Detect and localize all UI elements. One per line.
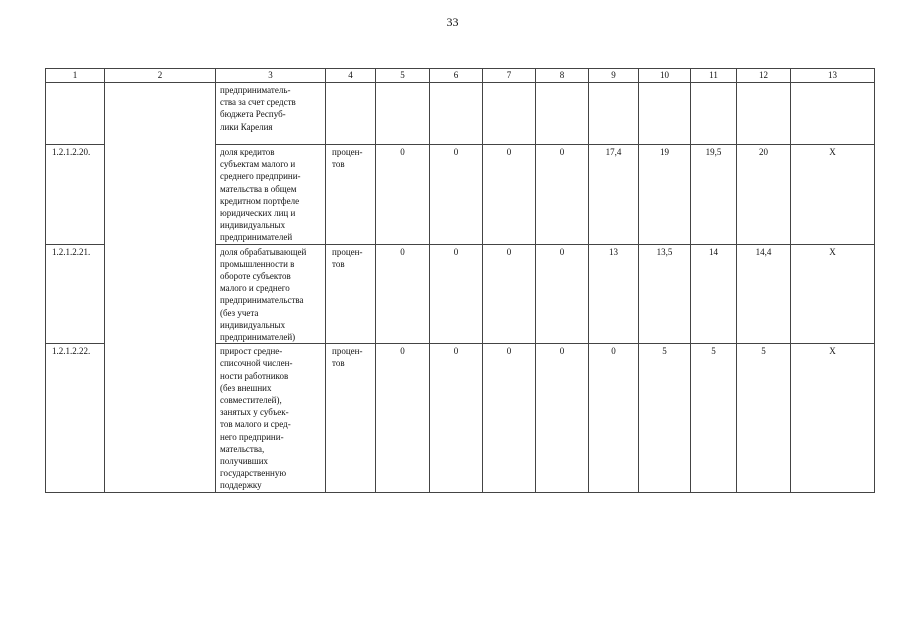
description-line: предпринимательства <box>220 295 304 306</box>
unit-line: тов <box>332 258 345 269</box>
value-cell: Х <box>791 145 875 245</box>
description-line: тов малого и сред- <box>220 419 291 430</box>
value-cell: 0 <box>536 244 589 344</box>
description-line: обороте субъектов <box>220 271 291 282</box>
value-cell: 17,4 <box>589 145 639 245</box>
description-line: доля кредитов <box>220 147 275 157</box>
column-number: 5 <box>376 69 430 83</box>
table-row <box>46 83 875 145</box>
description-line: кредитном портфеле <box>220 195 300 206</box>
unit-of-measure <box>326 344 376 492</box>
value-cell: 13 <box>589 244 639 344</box>
column-number: 6 <box>430 69 483 83</box>
description-line: него предприни- <box>220 431 284 442</box>
unit-line: тов <box>332 358 345 369</box>
description-line: предпринимателей <box>220 232 293 243</box>
description-line: юридических лиц и <box>220 208 296 219</box>
value-cell: 0 <box>376 145 430 245</box>
unit-of-measure <box>326 244 376 344</box>
value-cell: 0 <box>430 244 483 344</box>
column-number: 13 <box>791 69 875 83</box>
row-code: 1.2.1.2.21. <box>46 244 105 344</box>
value-cell: 5 <box>639 344 691 492</box>
column-number: 7 <box>483 69 536 83</box>
value-cell: 5 <box>691 344 737 492</box>
value-cell: Х <box>791 344 875 492</box>
description-line: ности работников <box>220 370 289 381</box>
description-line: ства за счет средств <box>220 97 296 108</box>
description-line: предприниматель- <box>220 85 291 95</box>
value-cell: Х <box>791 244 875 344</box>
value-cell: 0 <box>483 145 536 245</box>
value-cell: 19,5 <box>691 145 737 245</box>
description-line: занятых у субъек- <box>220 407 289 418</box>
page-number: 33 <box>446 15 459 29</box>
value-cell: 0 <box>589 344 639 492</box>
description-line: получивших <box>220 456 269 467</box>
description-line: поддержку <box>220 480 262 491</box>
description-line: (без внешних <box>220 382 272 393</box>
description-line: промышленности в <box>220 258 295 269</box>
indicator-description <box>216 83 326 145</box>
column-number: 9 <box>589 69 639 83</box>
value-cell <box>737 83 791 145</box>
description-line: малого и среднего <box>220 283 290 294</box>
indicator-description <box>216 145 326 245</box>
value-cell <box>376 83 430 145</box>
column-number: 8 <box>536 69 589 83</box>
description-line: индивидуальных <box>220 319 286 330</box>
description-line: совместителей), <box>220 395 282 406</box>
value-cell: 0 <box>376 344 430 492</box>
unit-line: процен- <box>332 147 363 157</box>
value-cell: 19 <box>639 145 691 245</box>
unit-of-measure <box>326 145 376 245</box>
indicator-description <box>216 244 326 344</box>
description-line: мательства в общем <box>220 183 297 194</box>
indicator-table <box>45 68 875 493</box>
row-code: 1.2.1.2.20. <box>46 145 105 245</box>
description-line: среднего предприни- <box>220 171 301 182</box>
value-cell: 13,5 <box>639 244 691 344</box>
value-cell <box>691 83 737 145</box>
column-number: 10 <box>639 69 691 83</box>
description-line: мательства, <box>220 443 265 454</box>
description-line: предпринимателей) <box>220 332 296 343</box>
value-cell <box>483 83 536 145</box>
merged-empty-cell <box>105 83 216 493</box>
description-line: доля обрабатывающей <box>220 246 307 257</box>
value-cell <box>430 83 483 145</box>
value-cell <box>589 83 639 145</box>
description-line: бюджета Респуб- <box>220 109 286 120</box>
unit-line: процен- <box>332 246 363 257</box>
value-cell: 0 <box>483 244 536 344</box>
row-code <box>46 83 105 145</box>
unit-of-measure <box>326 83 376 145</box>
column-number: 4 <box>326 69 376 83</box>
description-line: индивидуальных <box>220 220 286 231</box>
description-line: лики Карелия <box>220 121 273 132</box>
description-line: государственную <box>220 468 287 479</box>
value-cell: 14,4 <box>737 244 791 344</box>
value-cell: 0 <box>376 244 430 344</box>
table-header-row <box>46 69 875 83</box>
value-cell: 0 <box>430 145 483 245</box>
unit-line: процен- <box>332 346 363 357</box>
column-number: 3 <box>216 69 326 83</box>
value-cell <box>791 83 875 145</box>
value-cell: 0 <box>430 344 483 492</box>
row-code: 1.2.1.2.22. <box>46 344 105 492</box>
value-cell: 0 <box>536 344 589 492</box>
description-line: прирост средне- <box>220 346 283 357</box>
column-number: 12 <box>737 69 791 83</box>
value-cell <box>639 83 691 145</box>
value-cell <box>536 83 589 145</box>
value-cell: 0 <box>536 145 589 245</box>
indicator-description <box>216 344 326 492</box>
description-line: (без учета <box>220 307 259 318</box>
description-line: списочной числен- <box>220 358 293 369</box>
column-number: 2 <box>105 69 216 83</box>
column-number: 11 <box>691 69 737 83</box>
value-cell: 5 <box>737 344 791 492</box>
value-cell: 20 <box>737 145 791 245</box>
description-line: субъектам малого и <box>220 159 296 170</box>
unit-line: тов <box>332 159 345 170</box>
value-cell: 0 <box>483 344 536 492</box>
value-cell: 14 <box>691 244 737 344</box>
column-number: 1 <box>46 69 105 83</box>
